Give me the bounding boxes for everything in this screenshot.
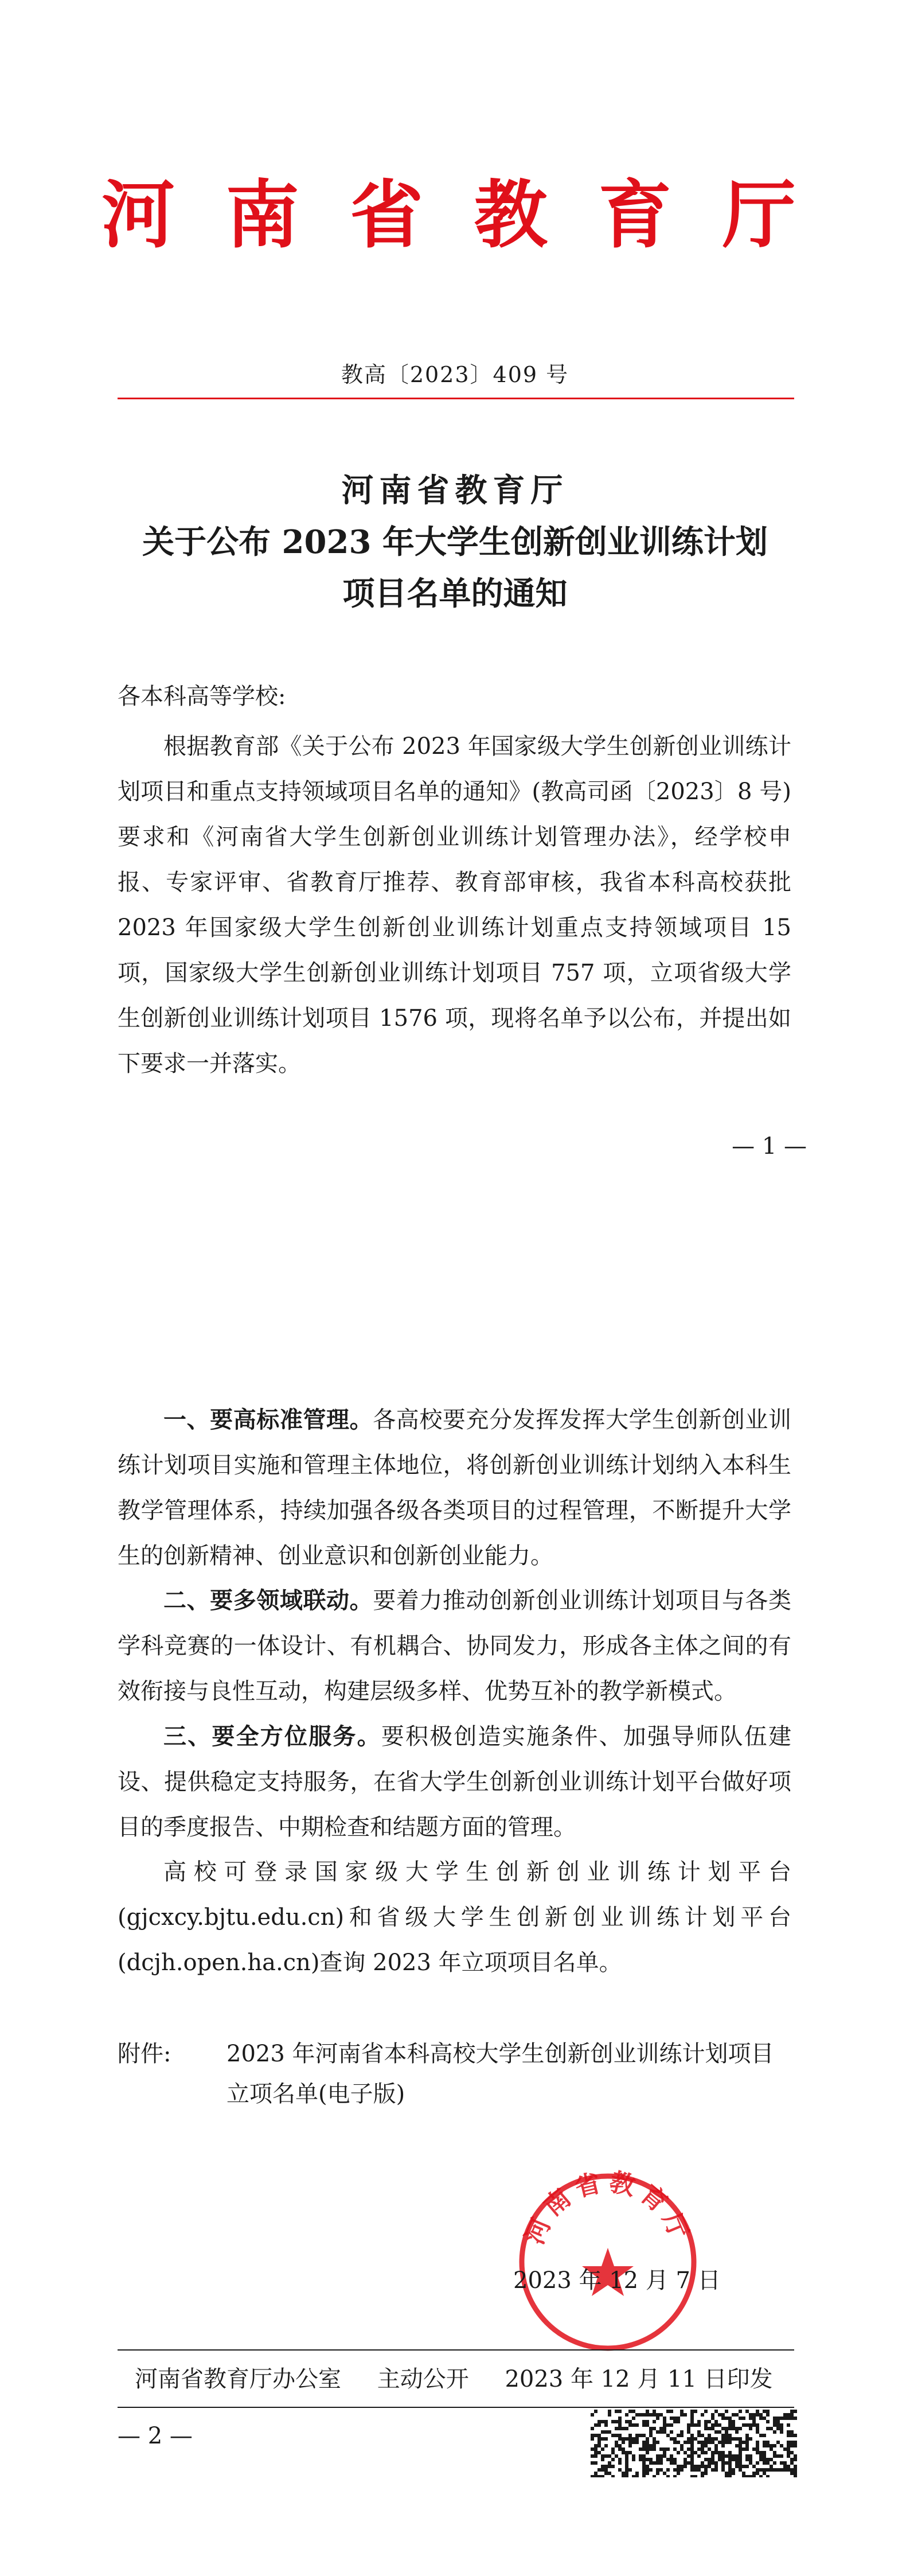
notice-title-line2: 关于公布 2023 年大学生创新创业训练计划	[142, 523, 768, 561]
requirement-3-text: 要积极创造实施条件、加强导师队伍建设、提供稳定支持服务，在省大学生创新创业训练计划平台做好项目的季度报告、中期检查和结题方面的管理。	[118, 1723, 792, 1840]
platform-paragraph: 高校可登录国家级大学生创新创业训练计划平台(gjcxcy.bjtu.edu.cn)和省级大学生创新创业训练计划平台(dcjh.open.ha.cn)查询 2023 年立项项目名单。	[118, 1859, 791, 1976]
notice-title-line1: 河南省教育厅	[341, 472, 569, 509]
requirement-2-text: 要着力推动创新创业训练计划项目与各类学科竞赛的一体设计、有机耦合、协同发力，形成各主体之间的有效衔接与良性互动，构建层级多样、优势互补的教学新模式。	[118, 1587, 792, 1705]
footer-info	[135, 2361, 777, 2394]
attachment-label: 附件:	[118, 2041, 171, 2067]
requirement-1-lead: 一、要高标准管理。	[163, 1406, 373, 1433]
footer-office: 河南省教育厅办公室	[135, 2366, 341, 2392]
red-divider	[118, 398, 794, 399]
notice-title-line3: 项目名单的通知	[342, 575, 568, 613]
page-number: — 2 —	[118, 2423, 193, 2449]
issue-date: 2023 年 12 月 7 日	[513, 2267, 721, 2294]
page-number: — 1 —	[732, 1133, 807, 1159]
svg-text:河南省教育厅	[520, 2168, 696, 2248]
requirement-1	[118, 1397, 791, 1579]
seal-text: 河南省教育厅	[520, 2168, 696, 2249]
attachment-note	[118, 2034, 806, 2114]
footer-divider-top	[118, 2349, 794, 2351]
requirement-2	[118, 1578, 791, 1714]
barcode-icon	[591, 2410, 797, 2477]
requirement-1-text: 各高校要充分发挥发挥大学生创新创业训练计划项目实施和管理主体地位，将创新创业训练计划纳入本科生教学管理体系，持续加强各级各类项目的过程管理，不断提升大学生的创新精神、创业意识和创新创业能力。	[118, 1407, 792, 1569]
footer-printed-date: 2023 年 12 月 11 日印发	[505, 2366, 773, 2392]
requirement-3	[118, 1714, 791, 1850]
salutation: 各本科高等学校:	[118, 683, 286, 710]
footer-publicity: 主动公开	[377, 2366, 469, 2392]
body-paragraph: 根据教育部《关于公布 2023 年国家级大学生创新创业训练计划项目和重点支持领域项目名单的通知》(教高司函〔2023〕8 号)要求和《河南省大学生创新创业训练计划管理办法》，经学校申报、专家评审、省教育厅推荐、教育部审核，我省本科高校获批 2023 年国家级大学生创新创业训练计划重点支持领域项目 15 项，国家级大学生创新创业训练计划项目 757 项，立项省级大学生创新创业训练计划项目 1576 项，现将名单予以公布，并提出如下要求一并落实。	[118, 733, 791, 1077]
document-number: 教高〔2023〕409 号	[341, 362, 569, 387]
requirement-3-lead: 三、要全方位服务。	[163, 1723, 381, 1750]
attachment-line1: 2023 年河南省本科高校大学生创新创业训练计划项目	[226, 2041, 774, 2067]
footer-divider-bottom	[118, 2407, 794, 2408]
notice-title	[0, 465, 910, 620]
attachment-line2: 立项名单(电子版)	[226, 2081, 405, 2107]
issuer-header-title: 河 南 省 教 育 厅	[101, 172, 809, 258]
requirement-2-lead: 二、要多领域联动。	[163, 1587, 373, 1614]
